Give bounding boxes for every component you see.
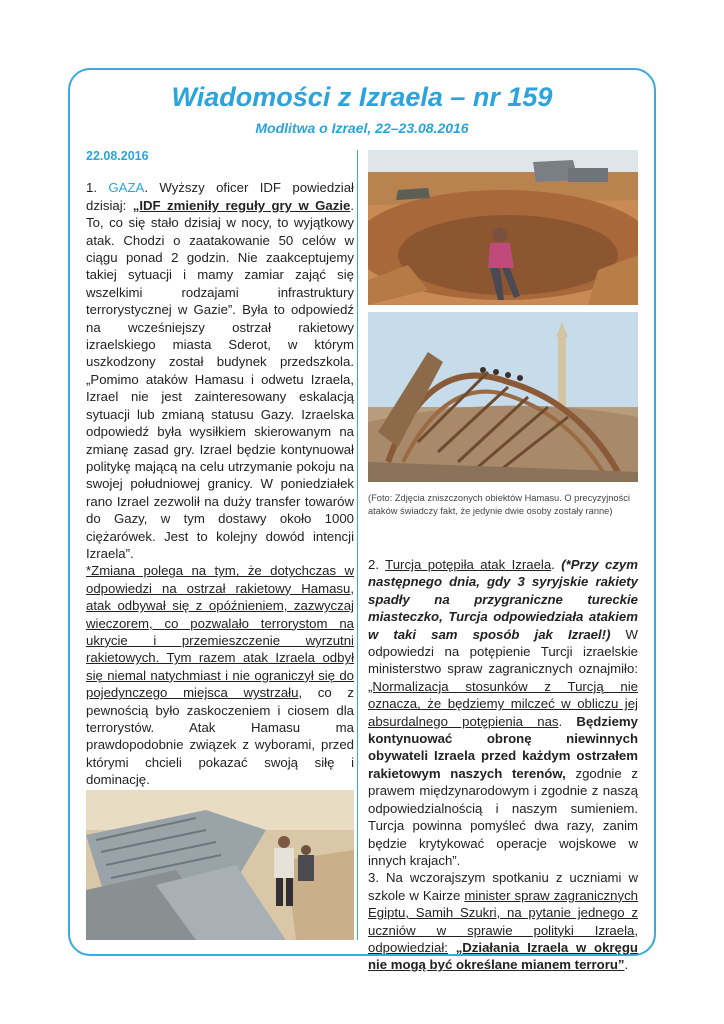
article-2-text-c: zgodnie z prawem międzynarodowym i zgodnie z naszą odpowiedzialnością i naszym sumieniem. Turcja powinna pomyśleć dwa razy, zanim będzie krytykować operacje wojskowe w innych krajach”. [368, 765, 638, 868]
article-2-bold: Będziemy kontynuować obronę niewinnych obywateli Izraela przed każdym ostrzałem rakietowym naszych terenów, [368, 713, 638, 781]
article-1-text-a: . Wyższy oficer IDF powiedział dzisiaj: [86, 180, 354, 213]
article-3 [368, 869, 638, 973]
photo-caption: (Foto: Zdjęcia zniszczonych obiektów Hamasu. O precyzyjności ataków świadczy fakt, że jedynie dwie osoby zostały ranne) [368, 493, 630, 516]
page-subtitle: Modlitwa o Izrael, 22–23.08.2016 [255, 120, 469, 136]
article-1-tag: GAZA [108, 180, 145, 196]
article-2-quote: „Normalizacja stosunków z Turcją nie oznacza, że będziemy milczeć w obliczu jej absurdalnego potępienia nas [368, 678, 638, 729]
article-1-note [86, 562, 354, 788]
article-3-number: 3. [368, 870, 387, 886]
photo-rubble [86, 790, 354, 940]
article-3-end: . [624, 957, 629, 973]
article-3-space [448, 940, 456, 955]
page-title: Wiadomości z Izraela – nr 159 [171, 82, 553, 112]
article-2-text-0: . [551, 557, 562, 572]
article-2-number: 2. [368, 557, 386, 572]
article-1-number: 1. [86, 180, 109, 196]
article-2-note: (*Przy czym następnego dnia, gdy 3 syryjskie rakiety spadły na przygraniczne tureckie miasteczko, Turcja odpowiedziała atakiem w taki sam sposób jak Izrael!) [368, 557, 638, 642]
article-3-underlined: minister spraw zagranicznych Egiptu, Samih Szukri, na pytanie jednego z uczniów w sprawie polityki Izraela, odpowiedział: [368, 887, 638, 955]
article-1-headline: „IDF zmieniły reguły gry w Gazie [132, 197, 351, 213]
photo-crater [368, 150, 638, 305]
article-1-note-rest: , co z pewnością było zaskoczeniem i ciosem dla terrorystów. Atak Hamasu ma prawdopodobnie związek z wyborami, przed którymi chcieli pokazać swoją siłę i dominację. [86, 685, 355, 788]
left-column [86, 148, 354, 841]
article-2-text-b: . [558, 713, 577, 729]
article-1-text-b: . To, co się stało dzisiaj w nocy, to wyjątkowy atak. Chodzi o zaatakowanie 50 celów w ciągu ponad 2 godzin. Nie zaakceptujemy takiej sytuacji i mamy zamiar zająć się wszelkimi rodzajami infrastruktury terrorystycznej w Gazie”. Była to odpowiedź na wcześniejszy ostrzał rakietowy izraelskiego miasta Sderot, w którym uszkodzony został budynek przedszkola. „Pomimo ataków Hamasu i odwetu Izraela, Izrael nie jest zainteresowany eskalacją sytuacji lub zmianą statusu Gazy. Izraelska odpowiedź była wysiłkiem skierowanym na zmianę zasad gry. Izrael będzie kontynuował politykę mającą na celu utrzymanie pokoju na swojej południowej granicy. W poniedziałek rano Izrael zezwolił na duży transfer towarów do Gazy, w tym dostawy około 1000 ciężarówek. Jest to kolejny dowód intencji Izraela”. [86, 197, 354, 561]
article-3-quote: „Działania Izraela w okręgu nie mogą być określane mianem terroru” [368, 939, 638, 973]
article-2-text-a: W odpowiedzi na potępienie Turcji izraelskie ministerstwo spraw zagranicznych oznajmiło: [368, 626, 638, 677]
article-1-note-underlined: *Zmiana polega na tym, że dotychczas w odpowiedzi na ostrzał rakietowy Hamasu, atak odbywał się z opóźnieniem, zazwyczaj wieczorem, co pozwalało terrorystom na ukrycie i przemieszczenie wyrzutni rakietowych. Tym razem atak Izraela odbył się niemal natychmiast i nie ograniczył się do pojedynczego miejsca wystrzału [86, 563, 354, 701]
right-column [368, 556, 638, 974]
date-heading: 22.08.2016 [86, 149, 149, 163]
article-2 [368, 556, 638, 869]
article-2-headline: Turcja potępiła atak Izraela [385, 557, 552, 572]
photo-destroyed-structure [368, 312, 638, 482]
article-1 [86, 179, 354, 562]
article-3-text-a: Na wczorajszym spotkaniu z uczniami w szkole w Kairze [368, 870, 638, 903]
column-divider [357, 150, 358, 940]
